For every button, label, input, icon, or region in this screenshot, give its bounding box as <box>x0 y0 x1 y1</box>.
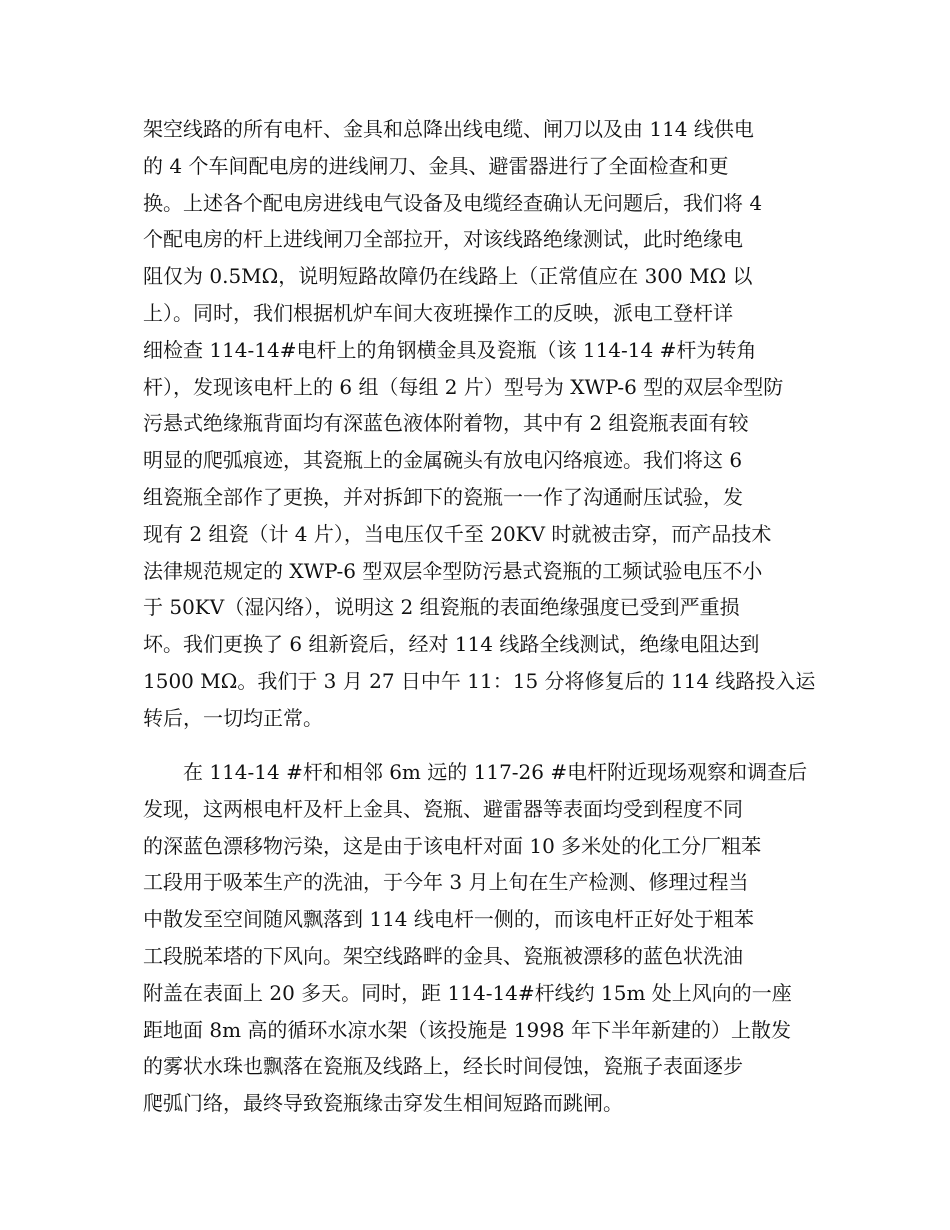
text-line: 爬弧门络，最终导致瓷瓶缘击穿发生相间短路而跳闸。 <box>143 1091 623 1116</box>
text-line: 于 50KV（湿闪络），说明这 2 组瓷瓶的表面绝缘强度已受到严重损 <box>143 595 740 620</box>
text-line: 坏。我们更换了 6 组新瓷后，经对 114 线路全线测试，绝缘电阻达到 <box>143 632 760 657</box>
text-line: 的 4 个车间配电房的进线闸刀、金具、避雷器进行了全面检查和更 <box>143 153 729 178</box>
text-line: 发现，这两根电杆及杆上金具、瓷瓶、避雷器等表面均受到程度不同 <box>143 796 743 821</box>
text-line: 现有 2 组瓷（计 4 片），当电压仅千至 20KV 时就被击穿，而产品技术 <box>143 521 772 546</box>
paragraph-2 <box>143 754 811 1122</box>
text-line: 杆），发现该电杆上的 6 组（每组 2 片）型号为 XWP-6 型的双层伞型防 <box>143 374 784 399</box>
text-line: 个配电房的杆上进线闸刀全部拉开，对该线路绝缘测试，此时绝缘电 <box>143 227 743 252</box>
text-line: 在 114-14 #杆和相邻 6m 远的 117-26 #电杆附近现场观察和调查后 <box>143 760 808 784</box>
text-line: 组瓷瓶全部作了更换，并对拆卸下的瓷瓶一一作了沟通耐压试验，发 <box>143 484 743 509</box>
text-line: 中散发至空间随风飘落到 114 线电杆一侧的，而该电杆正好处于粗苯 <box>143 907 754 932</box>
text-line: 工段用于吸苯生产的洗油，于今年 3 月上旬在生产检测、修理过程当 <box>143 870 749 895</box>
text-line: 污悬式绝缘瓶背面均有深蓝色液体附着物，其中有 2 组瓷瓶表面有较 <box>143 411 749 436</box>
text-line: 的深蓝色漂移物污染，这是由于该电杆对面 10 多米处的化工分厂粗苯 <box>143 833 762 858</box>
paragraph-1 <box>143 111 816 737</box>
text-line: 工段脱苯塔的下风向。架空线路畔的金具、瓷瓶被漂移的蓝色状洗油 <box>143 943 743 968</box>
text-line: 上）。同时，我们根据机炉车间大夜班操作工的反映，派电工登杆详 <box>143 300 733 325</box>
text-line: 法律规范规定的 XWP-6 型双层伞型防污悬式瓷瓶的工频试验电压不小 <box>143 558 763 583</box>
text-line: 附盖在表面上 20 多天。同时，距 114-14#杆线约 15m 处上风向的一座 <box>143 980 792 1005</box>
text-line: 架空线路的所有电杆、金具和总降出线电缆、闸刀以及由 114 线供电 <box>143 117 754 141</box>
text-line: 细检查 114-14#电杆上的角钢横金具及瓷瓶（该 114-14 #杆为转角 <box>143 337 757 362</box>
text-line: 的雾状水珠也飘落在瓷瓶及线路上，经长时间侵蚀，瓷瓶子表面逐步 <box>143 1054 743 1079</box>
text-line: 1500 MΩ。我们于 3 月 27 日中午 11：15 分将修复后的 114 线路投入运 <box>143 668 816 693</box>
text-line: 换。上述各个配电房进线电气设备及电缆经查确认无问题后，我们将 4 <box>143 190 763 215</box>
text-line: 明显的爬弧痕迹，其瓷瓶上的金属碗头有放电闪络痕迹。我们将这 6 <box>143 448 743 473</box>
text-line: 阻仅为 0.5MΩ，说明短路故障仍在线路上（正常值应在 300 MΩ 以 <box>143 264 753 289</box>
text-line: 距地面 8m 高的循环水凉水架（该投施是 1998 年下半年新建的）上散发 <box>143 1017 792 1042</box>
text-line: 转后，一切均正常。 <box>143 705 323 730</box>
